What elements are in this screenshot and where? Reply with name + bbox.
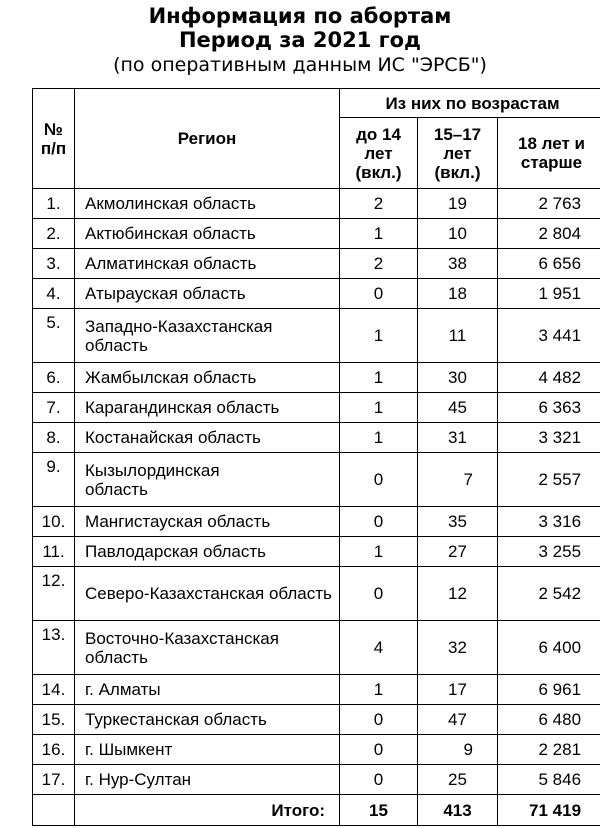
- row-region: Костанайская область: [75, 423, 340, 453]
- row-age-18-plus: 4 482: [498, 363, 600, 393]
- row-region: Кызылординская область: [75, 453, 340, 507]
- table-row: [33, 279, 600, 309]
- row-region: Восточно-Казахстанская область: [75, 621, 340, 675]
- row-number: 4.: [33, 279, 75, 309]
- row-age-15-17: 11: [418, 309, 498, 363]
- row-age-under-14: 1: [340, 675, 418, 705]
- row-age-under-14: 0: [340, 279, 418, 309]
- row-age-15-17: 17: [418, 675, 498, 705]
- table-row: [33, 219, 600, 249]
- table-row: [33, 453, 600, 507]
- total-empty-cell: [33, 795, 75, 826]
- header-age-18-plus: 18 лет и старше: [498, 118, 600, 189]
- row-age-18-plus: 6 400: [498, 621, 600, 675]
- row-region: Атырауская область: [75, 279, 340, 309]
- row-number: 1.: [33, 189, 75, 219]
- row-age-15-17: 38: [418, 249, 498, 279]
- row-age-under-14: 2: [340, 249, 418, 279]
- row-age-under-14: 0: [340, 567, 418, 621]
- row-region: Туркестанская область: [75, 705, 340, 735]
- row-age-18-plus: 6 363: [498, 393, 600, 423]
- row-age-15-17: 25: [418, 765, 498, 795]
- table-row: [33, 675, 600, 705]
- row-age-18-plus: 1 951: [498, 279, 600, 309]
- row-age-15-17: 19: [418, 189, 498, 219]
- table-row: [33, 363, 600, 393]
- row-region: Жамбылская область: [75, 363, 340, 393]
- row-region: г. Шымкент: [75, 735, 340, 765]
- row-age-under-14: 1: [340, 393, 418, 423]
- row-number: 3.: [33, 249, 75, 279]
- total-age-15-17: 413: [418, 795, 498, 826]
- row-age-under-14: 1: [340, 363, 418, 393]
- table-row: [33, 537, 600, 567]
- row-age-under-14: 0: [340, 453, 418, 507]
- table-row: [33, 735, 600, 765]
- header-region: Регион: [75, 89, 340, 189]
- row-age-under-14: 0: [340, 507, 418, 537]
- row-number: 5.: [33, 309, 75, 363]
- row-age-18-plus: 2 542: [498, 567, 600, 621]
- table-row: [33, 621, 600, 675]
- row-age-18-plus: 6 961: [498, 675, 600, 705]
- row-age-under-14: 1: [340, 309, 418, 363]
- row-region: г. Алматы: [75, 675, 340, 705]
- row-number: 9.: [33, 453, 75, 507]
- row-region: Мангистауская область: [75, 507, 340, 537]
- row-region: Северо-Казахстанская область: [75, 567, 340, 621]
- row-number: 12.: [33, 567, 75, 621]
- header-age-15-17: 15–17 лет (вкл.): [418, 118, 498, 189]
- row-region: Актюбинская область: [75, 219, 340, 249]
- row-region: Алматинская область: [75, 249, 340, 279]
- row-number: 8.: [33, 423, 75, 453]
- row-age-18-plus: 6 656: [498, 249, 600, 279]
- row-number: 13.: [33, 621, 75, 675]
- abortion-table: [32, 88, 600, 826]
- row-age-18-plus: 3 321: [498, 423, 600, 453]
- total-row: [33, 795, 600, 826]
- header-num: № п/п: [33, 89, 75, 189]
- row-age-15-17: 10: [418, 219, 498, 249]
- row-region: г. Нур-Султан: [75, 765, 340, 795]
- row-age-18-plus: 3 441: [498, 309, 600, 363]
- row-age-15-17: 32: [418, 621, 498, 675]
- row-age-under-14: 1: [340, 537, 418, 567]
- header-age-under-14: до 14 лет (вкл.): [340, 118, 418, 189]
- row-age-18-plus: 3 255: [498, 537, 600, 567]
- row-region: Западно-Казахстанская область: [75, 309, 340, 363]
- table-row: [33, 765, 600, 795]
- table-row: [33, 507, 600, 537]
- table-row: [33, 393, 600, 423]
- row-age-15-17: 12: [418, 567, 498, 621]
- row-age-15-17: 45: [418, 393, 498, 423]
- total-label: Итого:: [75, 795, 340, 826]
- table-row: [33, 189, 600, 219]
- row-age-15-17: 9: [418, 735, 498, 765]
- row-age-18-plus: 2 804: [498, 219, 600, 249]
- title-block: [0, 4, 600, 78]
- row-number: 15.: [33, 705, 75, 735]
- row-age-15-17: 30: [418, 363, 498, 393]
- row-number: 11.: [33, 537, 75, 567]
- table-row: [33, 249, 600, 279]
- row-age-under-14: 2: [340, 189, 418, 219]
- row-age-under-14: 1: [340, 423, 418, 453]
- row-age-under-14: 1: [340, 219, 418, 249]
- table-row: [33, 423, 600, 453]
- row-age-18-plus: 2 763: [498, 189, 600, 219]
- row-age-15-17: 18: [418, 279, 498, 309]
- row-age-18-plus: 2 557: [498, 453, 600, 507]
- row-number: 14.: [33, 675, 75, 705]
- row-age-under-14: 4: [340, 621, 418, 675]
- row-age-18-plus: 5 846: [498, 765, 600, 795]
- table-row: [33, 309, 600, 363]
- row-age-18-plus: 3 316: [498, 507, 600, 537]
- row-number: 7.: [33, 393, 75, 423]
- total-age-18-plus: 71 419: [498, 795, 600, 826]
- header-age-group: Из них по возрастам: [340, 89, 600, 118]
- title-line-3: (по оперативным данным ИС "ЭРСБ"): [113, 54, 487, 76]
- row-age-under-14: 0: [340, 765, 418, 795]
- row-age-18-plus: 6 480: [498, 705, 600, 735]
- title-line-2: Период за 2021 год: [178, 28, 422, 52]
- row-age-under-14: 0: [340, 705, 418, 735]
- row-age-under-14: 0: [340, 735, 418, 765]
- total-age-under-14: 15: [340, 795, 418, 826]
- row-age-15-17: 35: [418, 507, 498, 537]
- row-region: Акмолинская область: [75, 189, 340, 219]
- row-number: 10.: [33, 507, 75, 537]
- row-age-18-plus: 2 281: [498, 735, 600, 765]
- row-number: 2.: [33, 219, 75, 249]
- row-number: 6.: [33, 363, 75, 393]
- row-region: Павлодарская область: [75, 537, 340, 567]
- table-row: [33, 567, 600, 621]
- row-age-15-17: 47: [418, 705, 498, 735]
- row-region: Карагандинская область: [75, 393, 340, 423]
- table-row: [33, 705, 600, 735]
- title-line-1: Информация по абортам: [148, 4, 452, 28]
- row-age-15-17: 31: [418, 423, 498, 453]
- row-number: 16.: [33, 735, 75, 765]
- row-age-15-17: 27: [418, 537, 498, 567]
- row-age-15-17: 7: [418, 453, 498, 507]
- row-number: 17.: [33, 765, 75, 795]
